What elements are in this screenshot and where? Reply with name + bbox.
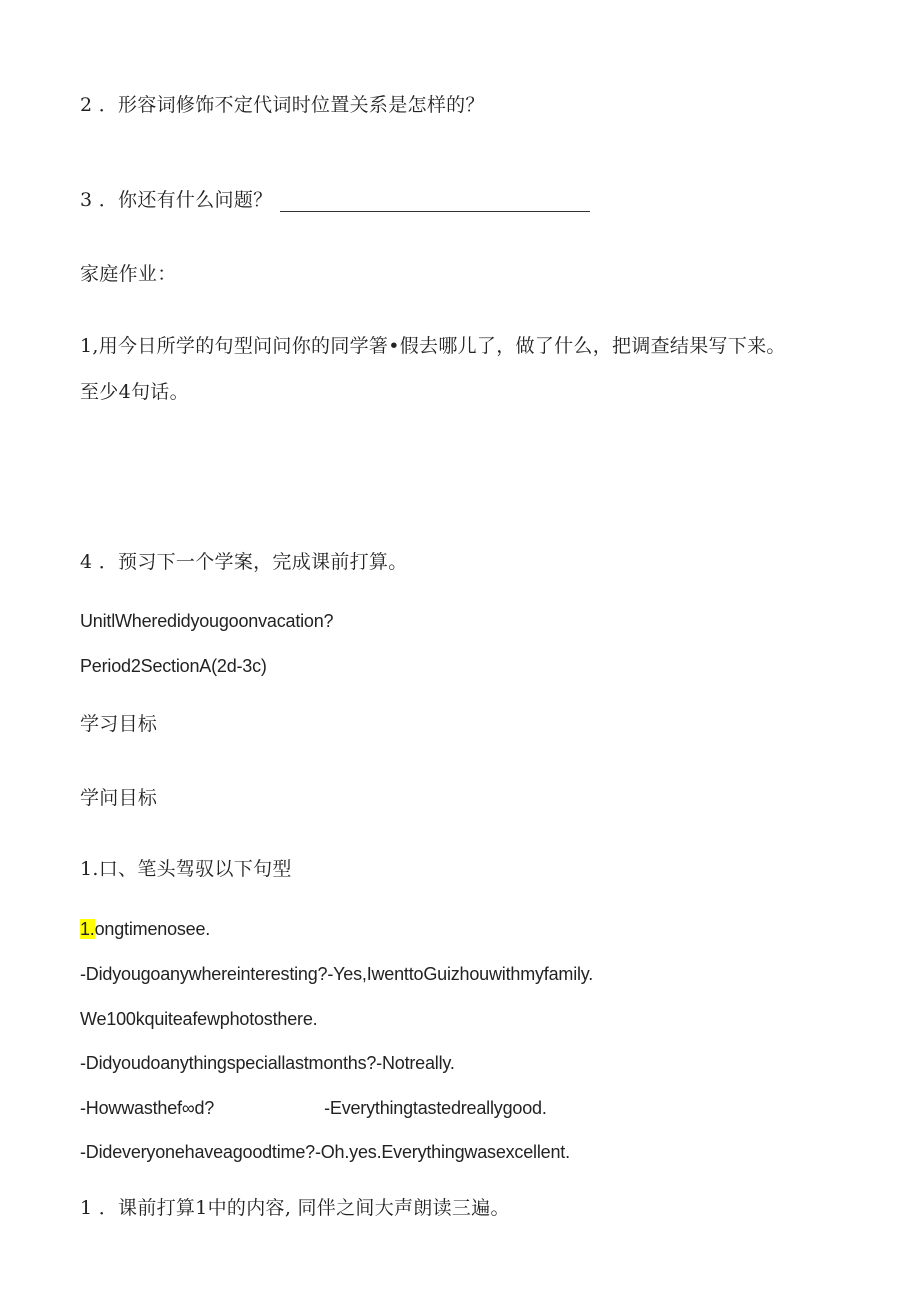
pre-class-task-1: 1 ．课前打算1中的内容, 同伴之间大声朗读三遍。	[80, 1197, 510, 1219]
homework-item-1: 1,用今日所学的句型问问你的同学箸•假去哪儿了，做了什么，把调查结果写下来。	[80, 335, 786, 357]
question-3-text: 3 ．你还有什么问题？	[80, 189, 273, 211]
knowledge-goals-heading: 学问目标	[80, 787, 158, 809]
sentence-5	[80, 1096, 547, 1120]
sentence-drill-heading: 1.口、笔头驾驭以下句型	[80, 858, 292, 880]
answer-blank-line	[280, 193, 590, 212]
unit-title: UnitlWheredidyougoonvacation?	[80, 611, 334, 631]
homework-item-1-continued: 至少4句话。	[80, 381, 189, 403]
sentence-1-text: ongtimenosee.	[94, 919, 211, 939]
sentence-1	[80, 917, 210, 941]
item-4: 4 ．预习下一个学案，完成课前打算。	[80, 551, 408, 573]
sentence-3: We100kquiteafewphotosthere.	[80, 1009, 318, 1029]
question-2: 2 ．形容词修饰不定代词时位置关系是怎样的？	[80, 94, 485, 116]
sentence-5-answer: -Everythingtastedreallygood.	[324, 1098, 547, 1118]
sentence-6: -Dideveryonehaveagoodtime?-Oh.yes.Everythingwasexcellent.	[80, 1142, 570, 1162]
homework-title: 家庭作业：	[80, 263, 177, 285]
sentence-5-question: -Howwasthef∞d?	[80, 1098, 215, 1118]
period-title: Period2SectionA(2d-3c)	[80, 656, 267, 676]
question-3	[80, 188, 590, 212]
highlighted-text: 1.	[80, 919, 95, 939]
sentence-4: -Didyoudoanythingspeciallastmonths?-Notreally.	[80, 1053, 455, 1073]
learning-goals-heading: 学习目标	[80, 713, 158, 735]
sentence-2: -Didyougoanywhereinteresting?-Yes,IwenttoGuizhouwithmyfamily.	[80, 964, 594, 984]
